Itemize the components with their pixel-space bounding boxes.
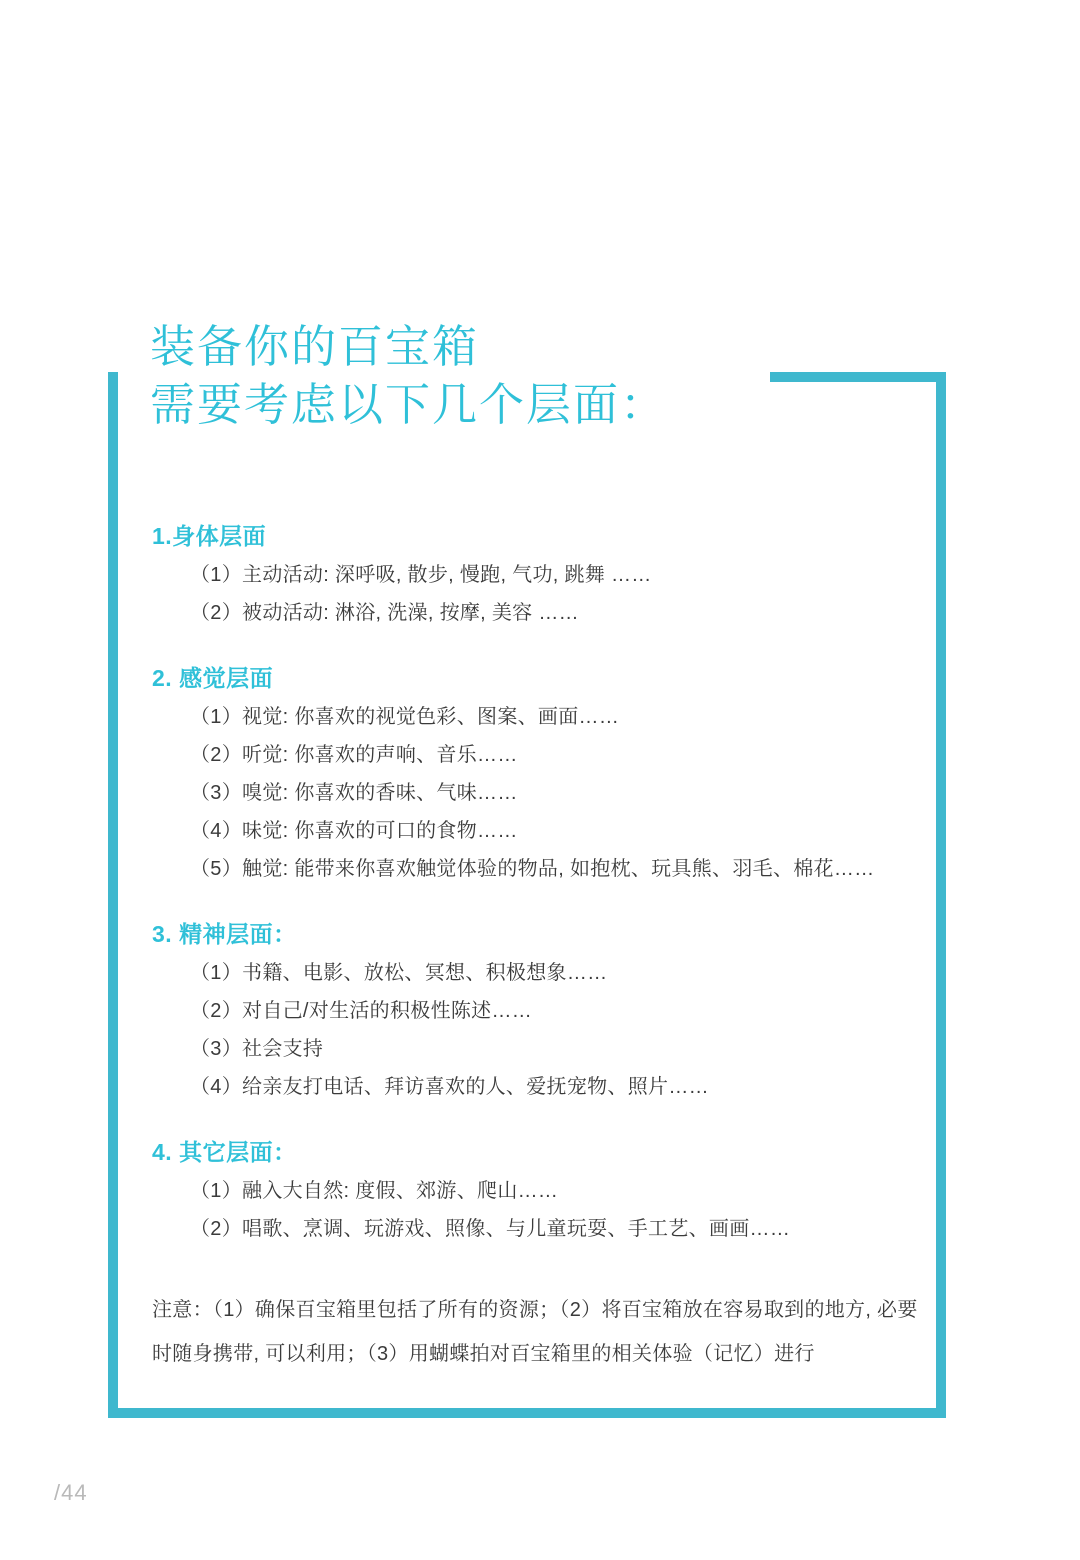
list-item: （3）社会支持 — [190, 1038, 324, 1060]
list-item: （1）融入大自然: 度假、郊游、爬山…… — [190, 1180, 559, 1202]
list-item: （1）视觉: 你喜欢的视觉色彩、图案、画面…… — [190, 706, 620, 728]
page-number: /44 — [54, 1480, 88, 1505]
list-item: （3）嗅觉: 你喜欢的香味、气味…… — [190, 782, 518, 804]
note-paragraph: 注意：（1）确保百宝箱里包括了所有的资源；（2）将百宝箱放在容易取到的地方, 必要时随身携带, 可以利用；（3）用蝴蝶拍对百宝箱里的相关体验（记忆）进行 — [152, 1299, 918, 1365]
section-heading: 3. 精神层面： — [152, 921, 297, 947]
section-heading: 4. 其它层面： — [152, 1139, 297, 1165]
list-item: （1）主动活动: 深呼吸, 散步, 慢跑, 气功, 跳舞 …… — [190, 564, 652, 586]
list-item: （1）书籍、电影、放松、冥想、积极想象…… — [190, 962, 608, 984]
list-item: （2）对自己/对生活的积极性陈述…… — [190, 1000, 533, 1022]
page-title-line-2: 需要考虑以下几个层面： — [150, 379, 668, 430]
list-item: （2）被动活动: 淋浴, 洗澡, 按摩, 美容 …… — [190, 602, 579, 624]
section-other — [152, 1132, 932, 1248]
content-body — [152, 516, 932, 1376]
section-sensory — [152, 658, 932, 888]
list-item: （4）给亲友打电话、拜访喜欢的人、爱抚宠物、照片…… — [190, 1076, 709, 1098]
frame-left-border — [108, 372, 118, 1418]
page-title — [150, 318, 870, 434]
section-spiritual — [152, 914, 932, 1106]
frame-right-border — [936, 372, 946, 1418]
section-heading: 1.身体层面 — [152, 523, 267, 549]
list-item: （2）听觉: 你喜欢的声响、音乐…… — [190, 744, 518, 766]
list-item: （4）味觉: 你喜欢的可口的食物…… — [190, 820, 518, 842]
section-physical — [152, 516, 932, 632]
list-item: （2）唱歌、烹调、玩游戏、照像、与儿童玩耍、手工艺、画画…… — [190, 1218, 791, 1240]
frame-bottom-border — [108, 1408, 946, 1418]
list-item: （5）触觉: 能带来你喜欢触觉体验的物品, 如抱枕、玩具熊、羽毛、棉花…… — [190, 858, 875, 880]
section-heading: 2. 感觉层面 — [152, 665, 274, 691]
page-title-line-1: 装备你的百宝箱 — [150, 321, 480, 372]
